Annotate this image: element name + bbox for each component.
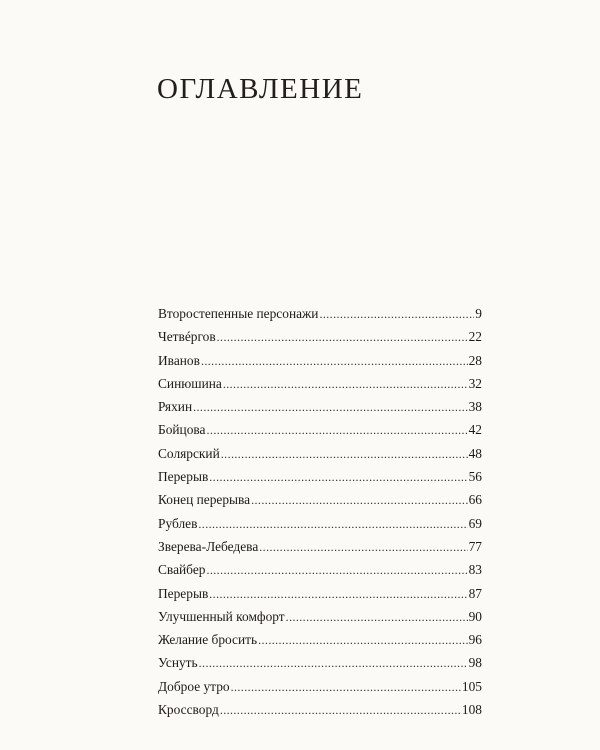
toc-entry <box>158 442 482 465</box>
toc-entry-page: 77 <box>468 538 482 554</box>
toc-entry-title: Бойцова <box>158 422 206 438</box>
toc-entry <box>158 628 482 651</box>
toc-entry-page: 48 <box>468 445 482 461</box>
toc-dot-leader <box>221 443 468 466</box>
toc-entry-page: 28 <box>468 352 482 368</box>
toc-entry-page: 22 <box>468 329 482 345</box>
toc-dot-leader <box>259 536 467 559</box>
toc-entry-title: Рублев <box>158 515 198 531</box>
toc-dot-leader <box>319 303 474 326</box>
toc-entry <box>158 325 482 348</box>
toc-entry-page: 90 <box>468 608 482 624</box>
toc-entry-page: 9 <box>475 306 482 321</box>
toc-entry <box>158 418 482 441</box>
toc-entry-page: 96 <box>468 632 482 648</box>
page-title: ОГЛАВЛЕНИЕ <box>157 73 364 105</box>
toc-dot-leader <box>209 466 467 489</box>
toc-entry-title: Перерыв <box>158 585 209 601</box>
toc-entry <box>158 372 482 395</box>
toc-dot-leader <box>206 559 467 582</box>
toc-entry-title: Четвéргов <box>158 329 216 345</box>
toc-entry-page: 105 <box>461 678 482 694</box>
toc-entry-title: Иванов <box>158 352 200 368</box>
toc-entry-title: Перерыв <box>158 469 209 485</box>
toc-entry-page: 83 <box>468 562 482 578</box>
toc-dot-leader <box>220 699 461 722</box>
toc-entry <box>158 698 482 721</box>
toc-entry-page: 56 <box>468 469 482 485</box>
toc-entry-page: 69 <box>468 515 482 531</box>
toc-entry <box>158 302 482 325</box>
toc-dot-leader <box>231 676 461 699</box>
toc-dot-leader <box>217 326 468 349</box>
toc-entry-title: Доброе утро <box>158 678 230 694</box>
toc-entry <box>158 675 482 698</box>
toc-entry <box>158 651 482 674</box>
toc-entry-title: Конец перерыва <box>158 492 251 508</box>
toc-entry <box>158 488 482 511</box>
toc-dot-leader <box>258 629 467 652</box>
toc-dot-leader <box>251 489 467 512</box>
toc-dot-leader <box>193 396 467 419</box>
toc-entry-page: 42 <box>468 422 482 438</box>
toc-dot-leader <box>209 583 467 606</box>
toc-dot-leader <box>198 513 467 536</box>
toc-entry-page: 87 <box>468 585 482 601</box>
toc-entry-title: Уснуть <box>158 655 198 671</box>
toc-entry-page: 66 <box>468 492 482 508</box>
toc-entry-page: 108 <box>461 702 482 718</box>
toc-entry <box>158 582 482 605</box>
toc-dot-leader <box>201 350 468 373</box>
toc-entry <box>158 395 482 418</box>
toc-entry-title: Ряхин <box>158 399 193 415</box>
toc-entry <box>158 349 482 372</box>
toc-dot-leader <box>286 606 468 629</box>
table-of-contents <box>158 302 482 721</box>
toc-entry-title: Улучшенный комфорт <box>158 608 285 624</box>
toc-entry-title: Желание бросить <box>158 632 258 648</box>
toc-dot-leader <box>207 419 468 442</box>
toc-entry-title: Солярский <box>158 445 220 461</box>
toc-entry-title: Второстепенные персонажи <box>158 306 319 321</box>
toc-dot-leader <box>199 652 468 675</box>
toc-entry-title: Синюшина <box>158 375 222 391</box>
toc-entry <box>158 558 482 581</box>
toc-entry-page: 98 <box>468 655 482 671</box>
toc-entry <box>158 605 482 628</box>
toc-entry-page: 38 <box>468 399 482 415</box>
toc-entry <box>158 512 482 535</box>
toc-entry-title: Свайбер <box>158 562 206 578</box>
toc-entry-page: 32 <box>468 375 482 391</box>
toc-entry <box>158 535 482 558</box>
toc-entry <box>158 465 482 488</box>
toc-entry-title: Кроссворд <box>158 702 219 718</box>
toc-dot-leader <box>223 373 468 396</box>
toc-entry-title: Зверева-Лебедева <box>158 538 259 554</box>
